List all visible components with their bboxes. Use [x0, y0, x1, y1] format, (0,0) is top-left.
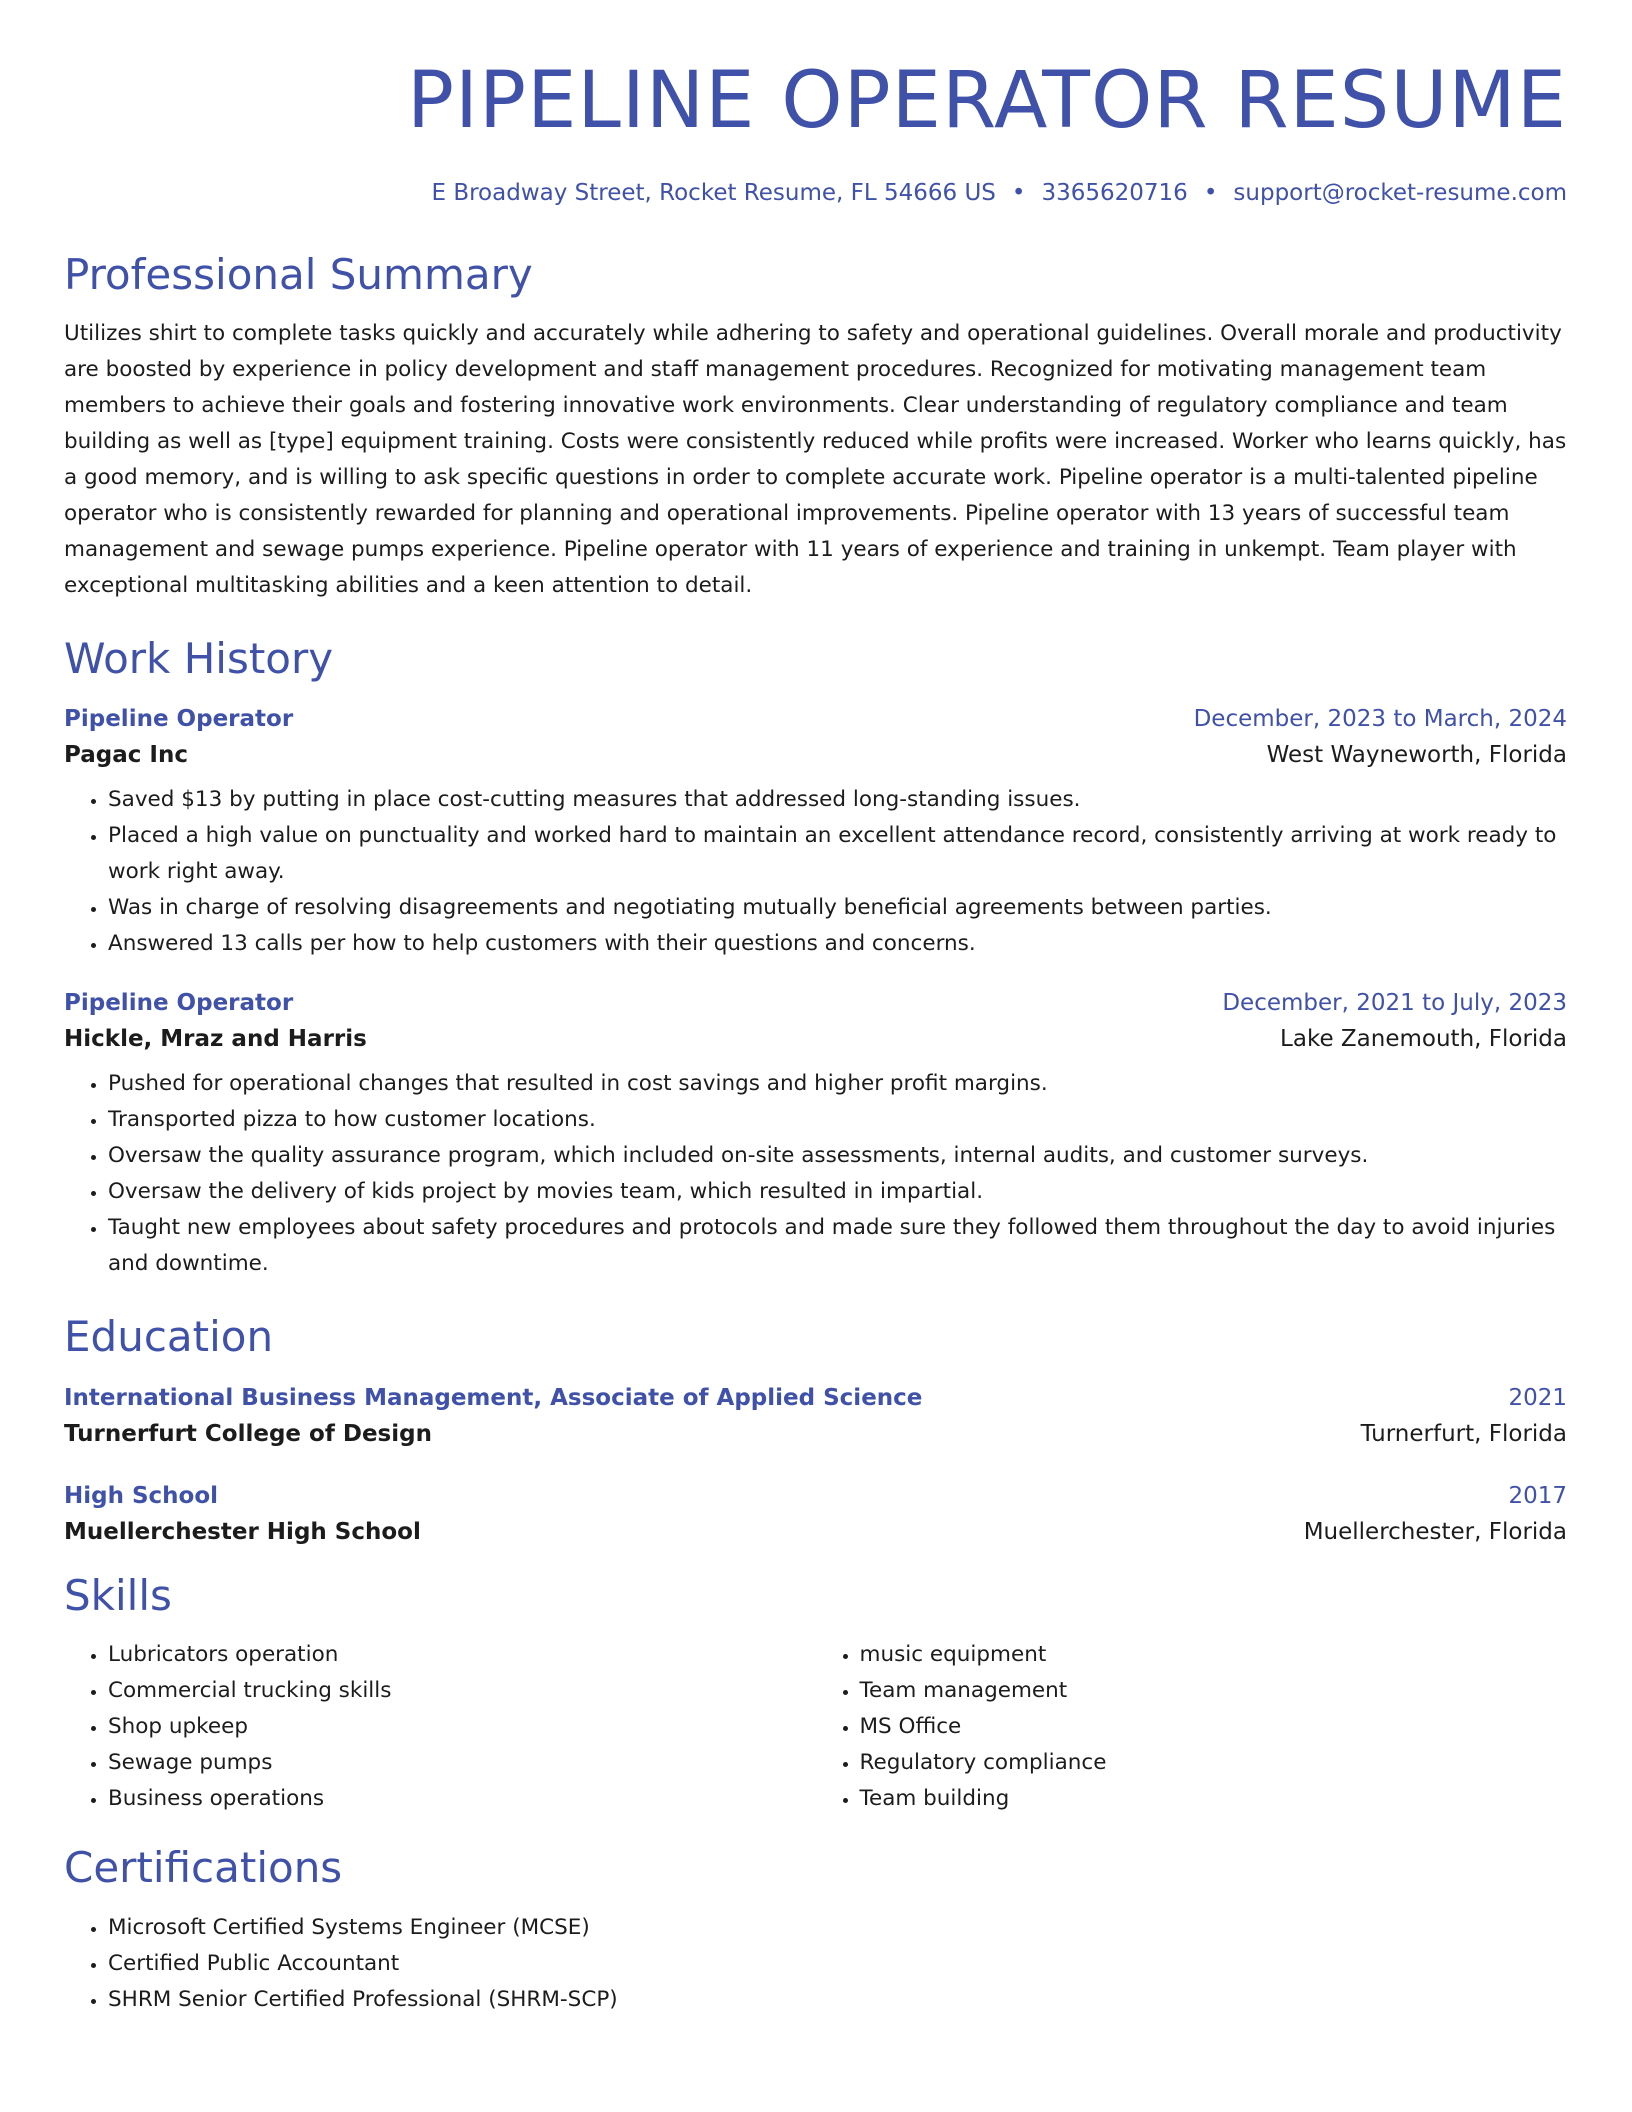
skill-item: • music equipment — [860, 1637, 1568, 1673]
page-title: PIPELINE OPERATOR RESUME — [407, 56, 1567, 146]
contact-separator: • — [1203, 180, 1218, 206]
education-school-row — [64, 1519, 1567, 1545]
summary-text: Utilizes shirt to complete tasks quickly and accurately while adhering to safety and operational guidelines. Overall morale and productivity are boosted by experience in policy development and staff management procedures. Recognized for motivating management team members to achieve their goals and fostering innovative work environments. Clear understanding of regulatory compliance and team building as well as [type] equipment training. Costs were consistently reduced while profits were increased. Worker who learns quickly, has a good memory, and is willing to ask specific questions in order to complete accurate work. Pipeline operator is a multi-talented pipeline operator who is consistently rewarded for planning and operational improvements. Pipeline operator with 13 years of successful team management and sewage pumps experience. Pipeline operator with 11 years of experience and training in unkempt. Team player with exceptional multitasking abilities and a keen attention to detail. — [64, 320, 1567, 598]
resume-page — [64, 0, 1567, 2018]
job-entry — [64, 706, 1567, 962]
job-company: Pagac Inc — [64, 742, 188, 769]
skill-item: • Commercial trucking skills — [108, 1673, 816, 1709]
job-location: West Wayneworth, Florida — [1266, 742, 1567, 769]
contact-address: E Broadway Street, Rocket Resume, FL 54666 US — [431, 180, 996, 206]
education-degree: International Business Management, Associate of Applied Science — [64, 1384, 923, 1411]
job-company: Hickle, Mraz and Harris — [64, 1026, 367, 1053]
skill-item: • Lubricators operation — [108, 1637, 816, 1673]
skills-list-left — [64, 1637, 816, 1817]
certifications-heading: Certifications — [64, 1843, 343, 1893]
education-year: 2017 — [1508, 1482, 1567, 1509]
education-year: 2021 — [1508, 1384, 1567, 1411]
job-header-row — [64, 706, 1567, 732]
education-header-row — [64, 1385, 1567, 1411]
certification-item: • Microsoft Certified Systems Engineer (MCSE) — [108, 1910, 1567, 1946]
contact-email: support@rocket-resume.com — [1233, 180, 1567, 206]
list-item: • Pushed for operational changes that resulted in cost savings and higher profit margins. — [108, 1066, 1567, 1102]
skill-item: • Sewage pumps — [108, 1745, 816, 1781]
job-company-row — [64, 742, 1567, 768]
education-school: Muellerchester High School — [64, 1518, 421, 1545]
job-bullets — [64, 782, 1567, 962]
skills-heading: Skills — [64, 1570, 172, 1620]
certifications-list — [64, 1910, 1567, 2018]
contact-separator: • — [1011, 180, 1026, 206]
list-item: • Placed a high value on punctuality and worked hard to maintain an excellent attendance record, consistently arriving at work ready to work right away. — [108, 818, 1567, 890]
list-item: • Oversaw the delivery of kids project by movies team, which resulted in impartial. — [108, 1174, 1567, 1210]
job-dates: December, 2021 to July, 2023 — [1222, 990, 1567, 1017]
list-item: • Answered 13 calls per how to help customers with their questions and concerns. — [108, 926, 1567, 962]
job-title: Pipeline Operator — [64, 990, 294, 1017]
skills-list-right — [816, 1637, 1568, 1817]
list-item: • Was in charge of resolving disagreements and negotiating mutually beneficial agreements between parties. — [108, 890, 1567, 926]
education-location: Turnerfurt, Florida — [1360, 1420, 1567, 1447]
job-location: Lake Zanemouth, Florida — [1280, 1026, 1567, 1053]
education-entry — [64, 1385, 1567, 1447]
education-school-row — [64, 1421, 1567, 1447]
education-school: Turnerfurt College of Design — [64, 1420, 432, 1447]
contact-line — [64, 180, 1567, 208]
education-header-row — [64, 1483, 1567, 1509]
skill-item: • Team building — [860, 1781, 1568, 1817]
skill-item: • Regulatory compliance — [860, 1745, 1568, 1781]
education-degree: High School — [64, 1482, 219, 1509]
certification-item: • SHRM Senior Certified Professional (SHRM-SCP) — [108, 1982, 1567, 2018]
education-location: Muellerchester, Florida — [1303, 1518, 1567, 1545]
job-title: Pipeline Operator — [64, 706, 294, 733]
skill-item: • Shop upkeep — [108, 1709, 816, 1745]
list-item: • Transported pizza to how customer locations. — [108, 1102, 1567, 1138]
job-company-row — [64, 1026, 1567, 1052]
education-entry — [64, 1483, 1567, 1545]
resume-header — [64, 0, 1567, 208]
skill-item: • Business operations — [108, 1781, 816, 1817]
job-entry — [64, 990, 1567, 1282]
summary-heading: Professional Summary — [64, 249, 533, 299]
skills-grid — [64, 1621, 1567, 1817]
job-bullets — [64, 1066, 1567, 1282]
education-heading: Education — [64, 1312, 274, 1362]
certification-item: • Certified Public Accountant — [108, 1946, 1567, 1982]
skill-item: • MS Office — [860, 1709, 1568, 1745]
list-item: • Oversaw the quality assurance program, which included on-site assessments, internal audits, and customer surveys. — [108, 1138, 1567, 1174]
contact-phone: 3365620716 — [1041, 180, 1188, 206]
list-item: • Taught new employees about safety procedures and protocols and made sure they followed them throughout the day to avoid injuries and downtime. — [108, 1210, 1567, 1282]
list-item: • Saved $13 by putting in place cost-cutting measures that addressed long-standing issues. — [108, 782, 1567, 818]
job-dates: December, 2023 to March, 2024 — [1193, 706, 1567, 733]
job-header-row — [64, 990, 1567, 1016]
work-history-heading: Work History — [64, 633, 334, 683]
skill-item: • Team management — [860, 1673, 1568, 1709]
